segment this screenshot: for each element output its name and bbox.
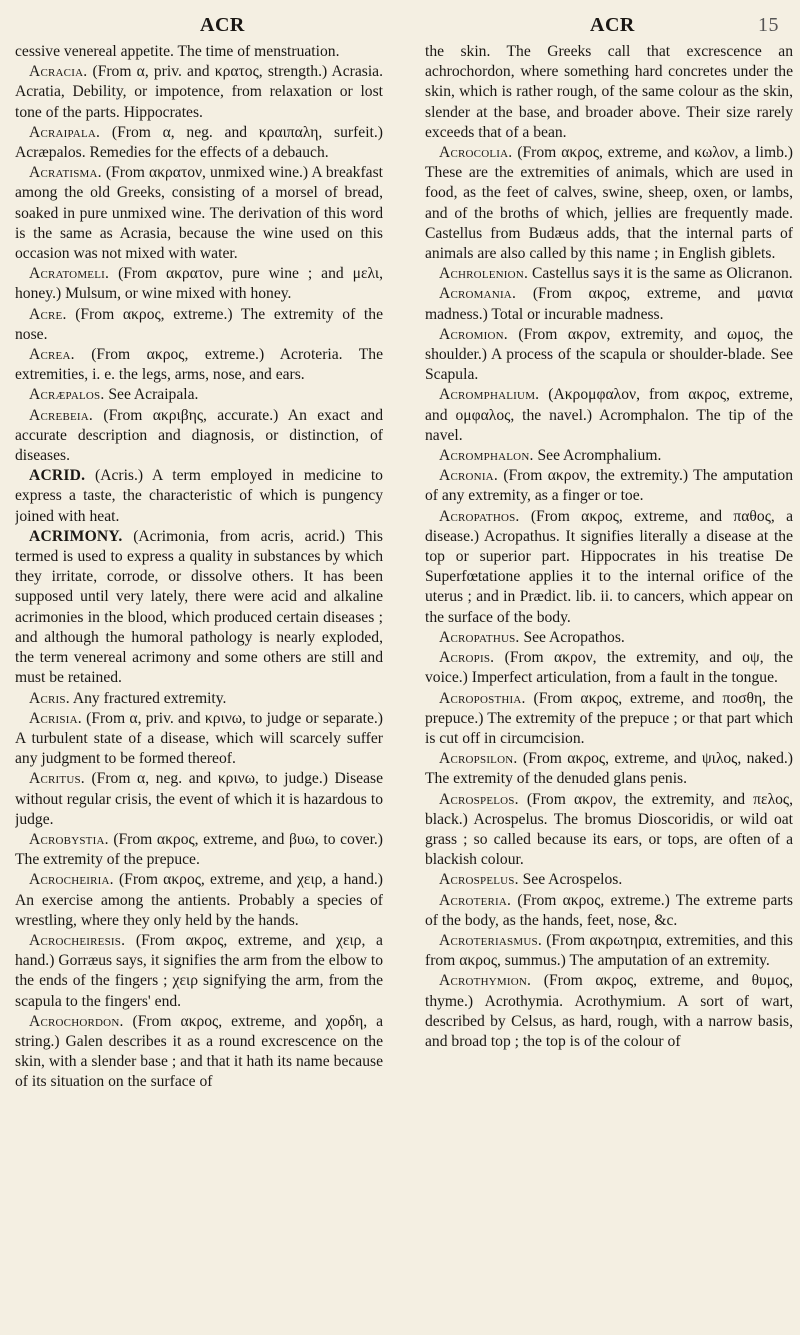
entry-text: (From ακρος, extreme.) The extremity of the nose. bbox=[15, 305, 383, 343]
dictionary-entry bbox=[425, 325, 793, 386]
dictionary-entry bbox=[425, 749, 793, 789]
entry-headword: Acroteriasmus. bbox=[439, 931, 542, 949]
entry-text: See Acropathos. bbox=[523, 628, 625, 646]
entry-text: (From ακρος, extreme, and παθος, a disease.) Acropathus. It signifies literally a disease at the top or superior part. Hippocrates in his treatise De Superfœtatione applies it to the internal orifice of the uterus ; and in Prædict. lib. ii. to cancers, which appear on the surface of the body. bbox=[425, 507, 793, 626]
entry-text: (From ακρος, extreme, and ποσθη, the prepuce.) The extremity of the prepuce ; or that part which is cut off in circumcision. bbox=[425, 689, 793, 747]
entry-headword: Acraipala. bbox=[29, 123, 101, 141]
dictionary-entry bbox=[15, 264, 383, 304]
entry-text: (Ακρομφαλον, from ακρος, extreme, and ομφαλος, the navel.) Acromphalon. The tip of the navel. bbox=[425, 386, 793, 444]
entry-text: (From α, neg. and κρινω, to judge.) Disease without regular crisis, the event of which it is hazardous to judge. bbox=[15, 770, 383, 828]
entry-headword: Acrochordon. bbox=[29, 1012, 124, 1030]
dictionary-entry bbox=[425, 284, 793, 324]
dictionary-entry bbox=[15, 62, 383, 123]
dictionary-entry bbox=[15, 769, 383, 830]
entry-headword: Acrisia. bbox=[29, 709, 82, 727]
entry-text: (From ακρατον, unmixed wine.) A breakfast among the old Greeks, consisting of a morsel of bread, soaked in pure unmixed wine. The derivation of this word is the same as Acrasia, because the wine used on this occasion was not mixed with water. bbox=[15, 164, 383, 263]
entry-text: (From ακρος, extreme, and θυμος, thyme.) Acrothymia. Acrothymium. A sort of wart, described by Celsus, as hard, rough, with a narrow basis, and broad top ; the top is of the colour of bbox=[425, 972, 793, 1050]
entry-text: (From ακρον, the extremity, and οψ, the voice.) Imperfect articulation, from a fault in the tongue. bbox=[425, 649, 793, 687]
entry-text: See Acromphalium. bbox=[537, 447, 662, 465]
entry-headword: Acrocolia. bbox=[439, 144, 513, 162]
entry-text: (From ακρον, the extremity, and πελος, black.) Acrospelus. The bromus Dioscoridis, or wild oat grass ; so called because its ears, or tops, are often of a blackish colour. bbox=[425, 790, 793, 869]
entry-headword: Acromion. bbox=[439, 325, 508, 343]
dictionary-entry bbox=[15, 870, 383, 931]
dictionary-entry bbox=[15, 1012, 383, 1093]
entry-headword: Acromphalon. bbox=[439, 447, 534, 465]
entry-text: cessive venereal appetite. The time of menstruation. bbox=[15, 43, 340, 60]
dictionary-entry bbox=[425, 891, 793, 931]
dictionary-entry bbox=[425, 446, 793, 466]
running-head-right: ACR bbox=[590, 14, 635, 36]
dictionary-entry bbox=[15, 385, 383, 405]
entry-headword: Acracia. bbox=[29, 63, 88, 81]
dictionary-entry bbox=[15, 931, 383, 1012]
entry-text: (From ακρος, extreme.) The extreme parts of the body, as the hands, feet, nose, &c. bbox=[425, 891, 793, 929]
entry-headword: Acrospelos. bbox=[439, 790, 519, 808]
entry-headword: Acronia. bbox=[439, 467, 498, 485]
dictionary-entry bbox=[15, 305, 383, 345]
entry-text: the skin. The Greeks call that excrescence an achrochordon, where something hard concretes under the skin, which is rather rough, of the same colour as the skin, slender at the base, and broader above. Their size rarely exceeds that of a bean. bbox=[425, 43, 793, 141]
entry-headword: Achrolenion. bbox=[439, 265, 529, 283]
entry-headword: Acrocheiresis. bbox=[29, 931, 126, 949]
entry-text: (From ακρος, extreme.) Acroteria. The extremities, i. e. the legs, arms, nose, and ears. bbox=[15, 346, 383, 384]
entry-headword: Acroteria. bbox=[439, 891, 512, 909]
entry-text: Castellus says it is the same as Olicranon. bbox=[531, 265, 793, 283]
entry-text: (From ακρον, extremity, and ωμος, the shoulder.) A process of the scapula or shoulder-blade. See Scapula. bbox=[425, 325, 793, 384]
entry-text: See Acraipala. bbox=[108, 386, 199, 404]
entry-headword: Acropathos. bbox=[439, 507, 520, 525]
entry-text: (From ακρος, extreme, and μανια madness.) Total or incurable madness. bbox=[425, 285, 793, 323]
dictionary-entry bbox=[425, 931, 793, 971]
dictionary-entry bbox=[15, 466, 383, 527]
dictionary-entry bbox=[15, 406, 383, 467]
entry-text: (From ακρος, extreme, and βυω, to cover.) The extremity of the prepuce. bbox=[15, 830, 383, 869]
entry-headword: ACRIMONY. bbox=[29, 527, 123, 545]
dictionary-entry bbox=[425, 507, 793, 628]
dictionary-entry bbox=[425, 790, 793, 871]
dictionary-entry bbox=[425, 648, 793, 688]
entry-text: (From ακριβης, accurate.) An exact and accurate description and diagnosis, or distinction, of diseases. bbox=[15, 406, 383, 465]
dictionary-entry bbox=[425, 264, 793, 284]
entry-text: (Acrimonia, from acris, acrid.) This termed is used to express a quality in substances by which they irritate, corrode, or dissolve others. It has been supposed until very lately, there were acid and alkaline acrimonies in the blood, which produced certain diseases ; and although the humoral pathology is nearly exploded, the term venereal acrimony and some others are still and must be retained. bbox=[15, 527, 383, 687]
entry-headword: Acromphalium. bbox=[439, 386, 540, 404]
entry-text: Any fractured extremity. bbox=[72, 689, 227, 707]
entry-text: (From ακρος, extreme, and χορδη, a string.) Galen describes it as a round excrescence on the skin, with a slender base ; and that it hath its name because of its situation on the surface of bbox=[15, 1012, 383, 1091]
page-number: 15 bbox=[758, 14, 779, 36]
entry-text: (From ακρωτηρια, extremities, and this from ακρος, summus.) The amputation of an extremity. bbox=[425, 931, 793, 970]
dictionary-entry bbox=[425, 42, 793, 143]
dictionary-entry bbox=[15, 709, 383, 770]
entry-headword: Acris. bbox=[29, 689, 70, 707]
dictionary-entry bbox=[425, 143, 793, 264]
dictionary-entry bbox=[425, 689, 793, 750]
entry-headword: Acrothymion. bbox=[439, 972, 532, 990]
entry-text: (From ακρατον, pure wine ; and μελι, honey.) Mulsum, or wine mixed with honey. bbox=[15, 265, 383, 303]
entry-headword: Acratisma. bbox=[29, 164, 102, 182]
entry-headword: Acrocheiria. bbox=[29, 871, 114, 889]
dictionary-entry bbox=[425, 628, 793, 648]
dictionary-entry bbox=[15, 345, 383, 385]
entry-text: (From α, neg. and κραιπαλη, surfeit.) Acræpalos. Remedies for the effects of a debauch. bbox=[15, 123, 383, 162]
entry-text: (From α, priv. and κρατος, strength.) Acrasia. Acratia, Debility, or impotence, from relaxation or lost tone of the parts. Hippocrates. bbox=[15, 63, 383, 121]
entry-headword: Acroposthia. bbox=[439, 689, 526, 707]
entry-text: (From α, priv. and κρινω, to judge or separate.) A turbulent state of a disease, which will scarcely suffer any judgment to be formed thereof. bbox=[15, 709, 383, 768]
entry-headword: Acræpalos. bbox=[29, 386, 105, 404]
entry-headword: Acratomeli. bbox=[29, 265, 110, 283]
entry-headword: Acromania. bbox=[439, 285, 517, 303]
entry-text: See Acrospelos. bbox=[522, 871, 623, 889]
entry-headword: Acritus. bbox=[29, 770, 85, 788]
entry-text: (From ακρος, extreme, and χειρ, a hand.) An exercise among the antients. Probably a species of wrestling, where they only held by the hands. bbox=[15, 871, 383, 929]
entry-headword: Acropis. bbox=[439, 649, 495, 667]
dictionary-entry bbox=[425, 385, 793, 446]
entry-headword: Acrobystia. bbox=[29, 830, 109, 848]
dictionary-entry bbox=[425, 870, 793, 890]
dictionary-entry bbox=[15, 123, 383, 163]
dictionary-entry bbox=[425, 971, 793, 1052]
entry-headword: Acre. bbox=[29, 305, 67, 323]
running-head-left: ACR bbox=[200, 14, 245, 36]
entry-headword: ACRID. bbox=[29, 467, 86, 485]
right-column bbox=[425, 42, 793, 1328]
entry-headword: Acrospelus. bbox=[439, 871, 519, 889]
dictionary-entry bbox=[15, 689, 383, 709]
entry-text: (Acris.) A term employed in medicine to express a taste, the characteristic of which is pungency joined with heat. bbox=[15, 467, 383, 525]
dictionary-entry bbox=[15, 163, 383, 264]
entry-headword: Acropathus. bbox=[439, 628, 520, 646]
entry-text: (From ακρον, the extremity.) The amputation of any extremity, as a finger or toe. bbox=[425, 467, 793, 505]
dictionary-entry bbox=[15, 527, 383, 689]
entry-text: (From ακρος, extreme, and ψιλος, naked.) The extremity of the denuded glans penis. bbox=[425, 750, 793, 788]
dictionary-entry bbox=[15, 830, 383, 870]
entry-headword: Acrebeia. bbox=[29, 406, 94, 424]
entry-text: (From ακρος, extreme, and χειρ, a hand.) Gorræus says, it signifies the arm from the elbow to the ends of the fingers ; χειρ signifying the arm, from the scapula to the fingers' end. bbox=[15, 931, 383, 1010]
entry-headword: Acrea. bbox=[29, 346, 75, 364]
dictionary-entry bbox=[15, 42, 383, 62]
running-head bbox=[0, 8, 800, 38]
left-column bbox=[15, 42, 383, 1328]
dictionary-entry bbox=[425, 466, 793, 506]
entry-text: (From ακρος, extreme, and κωλον, a limb.) These are the extremities of animals, which are used in food, as the feet of calves, swine, sheep, oxen, or lambs, and of the broths of which, jellies are frequently made. Castellus from Budæus adds, that the internal parts of animals are also called by this name ; in English giblets. bbox=[425, 144, 793, 263]
entry-headword: Acropsilon. bbox=[439, 750, 518, 768]
